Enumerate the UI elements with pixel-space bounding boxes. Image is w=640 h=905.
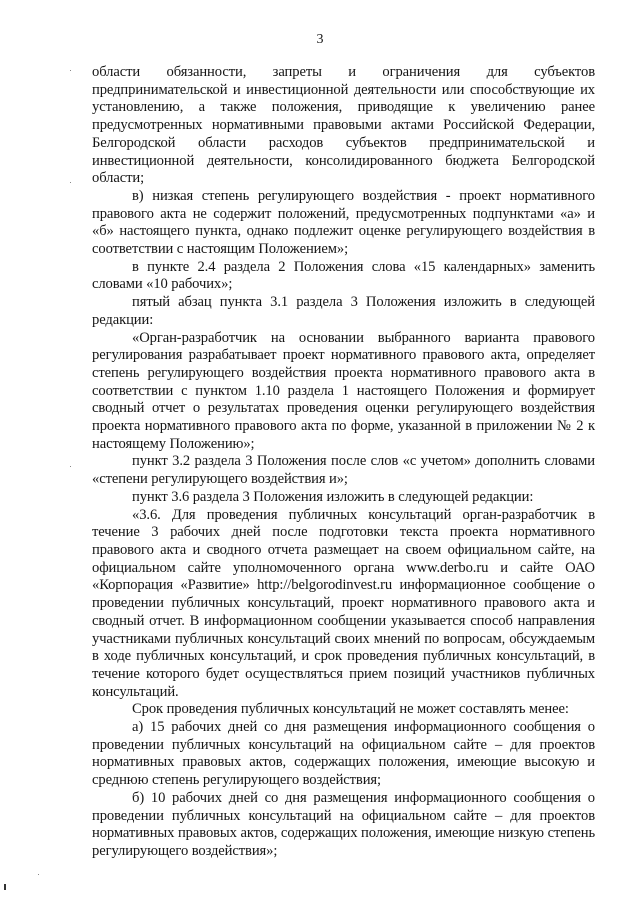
paragraph-clause-3-2: пункт 3.2 раздела 3 Положения после слов «с учетом» дополнить словами «степени регулирующего воздействия и»; — [92, 453, 595, 488]
paragraph-term-a: а) 15 рабочих дней со дня размещения информационного сообщения о проведении публичных консультаций на официальном сайте – для проектов нормативных правовых актов, содержащих положения, имеющие высокую и среднюю степень регулирующего воздействия; — [92, 719, 595, 789]
scan-speck — [38, 874, 39, 875]
document-body — [92, 64, 595, 861]
paragraph-clause-3-1-text: «Орган-разработчик на основании выбранного варианта правового регулирования разрабатывает проект нормативного правового акта, определяет степень регулирующего воздействия проекта нормативного правового акта в соответствии с пунктом 1.10 раздела 1 настоящего Положения и формирует сводный отчет о результатах проведения оценки регулирующего воздействия проекта нормативного правового акта по форме, указанной в приложении № 2 к настоящему Положению»; — [92, 329, 595, 452]
paragraph-clause-3-6-text: «3.6. Для проведения публичных консультаций орган-разработчик в течение 3 рабочих дней после подготовки текста проекта нормативного правового акта и сводного отчета размещает на своем официальном сайте, на официальном сайте уполномоченного органа www.derbo.ru и сайте ОАО «Корпорация «Развитие» http://belgorodinvest.ru информационное сообщение о проведении публичных консультаций, проект нормативного правового акта и сводный отчет. В информационном сообщении указывается способ направления участниками публичных консультаций своих мнений по вопросам, обсуждаемым в ходе публичных консультаций, и срок проведения публичных консультаций, в течение которого будет осуществляться прием позиций участников публичных консультаций. — [92, 506, 595, 700]
scan-speck — [70, 182, 71, 183]
paragraph-term-b: б) 10 рабочих дней со дня размещения информационного сообщения о проведении публичных консультаций на официальном сайте – для проектов нормативных правовых актов, содержащих положения, имеющие низкую степень регулирующего воздействия»; — [92, 789, 595, 859]
page-number: 3 — [316, 32, 324, 47]
scan-speck — [70, 70, 71, 71]
paragraph-low-impact: в) низкая степень регулирующего воздействия - проект нормативного правового акта не содержит положений, предусмотренных подпунктами «а» и «б» настоящего пункта, однако подлежит оценке регулирующего воздействия в соответствии с настоящим Положением»; — [92, 187, 595, 258]
scan-edge-mark — [4, 884, 6, 890]
paragraph-clause-3-1-intro: пятый абзац пункта 3.1 раздела 3 Положения изложить в следующей редакции: — [92, 294, 595, 328]
paragraph-consultation-term: Срок проведения публичных консультаций не может составлять менее: — [132, 701, 569, 718]
paragraph-obligations-continued: области обязанности, запреты и ограничения для субъектов предпринимательской и инвестиционной деятельности или способствующие их установлению, а также положения, приводящие к увеличению ранее предусмотренных нормативными правовыми актами Российской Федерации, Белгородской области расходов субъектов предпринимательской и инвестиционной деятельности, консолидированного бюджета Белгородской области; — [92, 64, 595, 187]
paragraph-clause-3-6-intro: пункт 3.6 раздела 3 Положения изложить в следующей редакции: — [132, 488, 534, 505]
scan-speck — [70, 466, 71, 467]
paragraph-clause-2-4: в пункте 2.4 раздела 2 Положения слова «15 календарных» заменить словами «10 рабочих»; — [92, 258, 595, 293]
